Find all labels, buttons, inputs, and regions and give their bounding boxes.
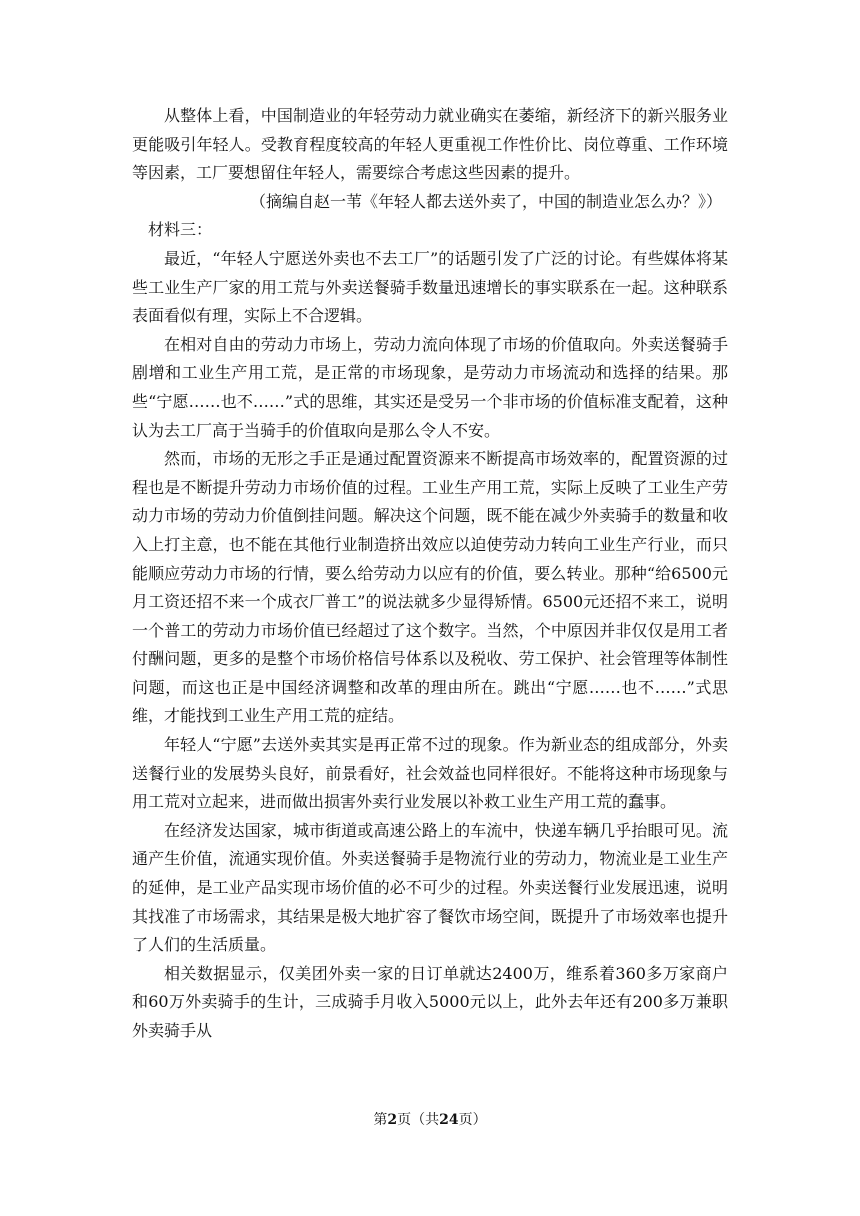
paragraph: 年轻人“宁愿”去送外卖其实是再正常不过的现象。作为新业态的组成部分，外卖送餐行业的发展势头良好，前景看好，社会效益也同样很好。不能将这种市场现象与用工荒对立起来，进而做出损害外卖行业发展以补救工业生产用工荒的蠢事。 (132, 735, 728, 812)
footer-prefix: 第 (373, 1112, 388, 1128)
source-citation: （摘编自赵一苇《年轻人都去送外卖了，中国的制造业怎么办？》） (249, 191, 722, 211)
paragraph-intro: 从整体上看，中国制造业的年轻劳动力就业确实在萎缩，新经济下的新兴服务业更能吸引年轻人。受教育程度较高的年轻人更重视工作性价比、岗位尊重、工作环境等因素，工厂要想留住年轻人，需要综合考虑这些因素的提升。 (132, 106, 728, 183)
footer-middle: 页（共 (397, 1112, 440, 1128)
paragraph: 在经济发达国家，城市街道或高速公路上的车流中，快递车辆几乎抬眼可见。流通产生价值，流通实现价值。外卖送餐骑手是物流行业的劳动力，物流业是工业生产的延伸，是工业产品实现市场价值的必不可少的过程。外卖送餐行业发展迅速，说明其找准了市场需求，其结果是极大地扩容了餐饮市场空间，既提升了市场效率也提升了人们的生活质量。 (132, 820, 728, 955)
footer-page-number: 2 (387, 1112, 398, 1128)
material-heading: 材料三： (148, 220, 213, 240)
footer-total-pages: 24 (439, 1112, 459, 1128)
paragraph: 最近，“年轻人宁愿送外卖也不去工厂”的话题引发了广泛的讨论。有些媒体将某些工业生产厂家的用工荒与外卖送餐骑手数量迅速增长的事实联系在一起。这种联系表面看似有理，实际上不合逻辑。 (132, 248, 728, 326)
paragraph: 然而，市场的无形之手正是通过配置资源来不断提高市场效率的，配置资源的过程也是不断提升劳动力市场价值的过程。工业生产用工荒，实际上反映了工业生产劳动力市场的劳动力价值倒挂问题。解决这个问题，既不能在减少外卖骑手的数量和收入上打主意，也不能在其他行业制造挤出效应以迫使劳动力转向工业生产行业，而只能顺应劳动力市场的行情，要么给劳动力以应有的价值，要么转业。那种“给6500元月工资还招不来一个成衣厂普工”的说法就多少显得矫情。6500元还招不来工，说明一个普工的劳动力市场价值已经超过了这个数字。当然，个中原因并非仅仅是用工者付酬问题，更多的是整个市场价格信号体系以及税收、劳工保护、社会管理等体制性问题，而这也正是中国经济调整和改革的理由所在。跳出“宁愿……也不……”式思维，才能找到工业生产用工荒的症结。 (132, 449, 728, 726)
page-footer (0, 1111, 860, 1129)
document-body (132, 102, 728, 1046)
paragraph: 相关数据显示，仅美团外卖一家的日订单就达2400万，维系着360多万家商户和60万外卖骑手的生计，三成骑手月收入5000元以上，此外去年还有200多万兼职外卖骑手从 (132, 963, 728, 1040)
footer-suffix: 页） (458, 1112, 487, 1128)
paragraph: 在相对自由的劳动力市场上，劳动力流向体现了市场的价值取向。外卖送餐骑手剧增和工业生产用工荒，是正常的市场现象，是劳动力市场流动和选择的结果。那些“宁愿……也不……”式的思维，其实还是受另一个非市场的价值标准支配着，这种认为去工厂高于当骑手的价值取向是那么令人不安。 (132, 334, 728, 440)
